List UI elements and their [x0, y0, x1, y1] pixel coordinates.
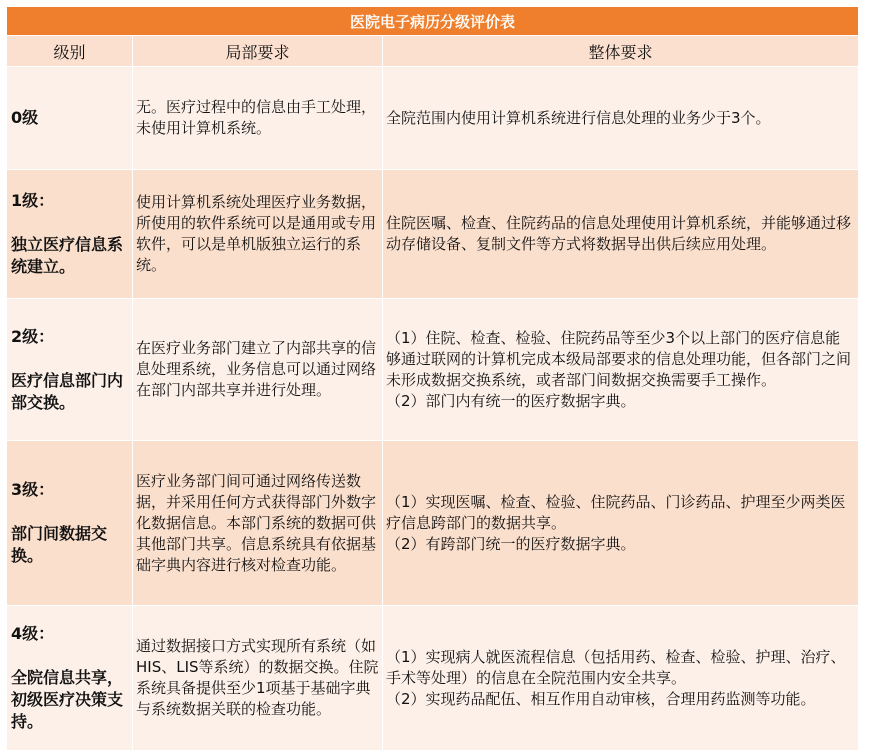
table-row	[7, 299, 859, 441]
overall-requirement	[383, 67, 859, 170]
overall-requirement	[383, 299, 859, 441]
level-label: 0级	[11, 108, 39, 127]
header-level: 级别	[7, 36, 133, 67]
level-cell	[7, 67, 133, 170]
table-row	[7, 441, 859, 606]
overall-requirement	[383, 606, 859, 751]
overall-requirement	[383, 170, 859, 299]
overall-line: （2）实现药品配伍、相互作用自动审核，合理用药监测等功能。	[386, 689, 816, 708]
table-row	[7, 170, 859, 299]
local-requirement: 通过数据接口方式实现所有系统（如HIS、LIS等系统）的数据交换。住院系统具备提供至少1项基于基础字典与系统数据关联的检查功能。	[133, 606, 383, 751]
level-cell	[7, 299, 133, 441]
overall-line: （2）有跨部门统一的医疗数据字典。	[386, 534, 636, 553]
local-requirement: 无。医疗过程中的信息由手工处理，未使用计算机系统。	[133, 67, 383, 170]
header-overall: 整体要求	[383, 36, 859, 67]
overall-line: （1）住院、检查、检验、住院药品等至少3个以上部门的医疗信息能够通过联网的计算机完成本级局部要求的信息处理功能，但各部门之间未形成数据交换系统，或者部门间数据交换需要手工操作。	[386, 328, 852, 389]
level-description: 医疗信息部门内部交换。	[11, 370, 124, 412]
overall-line: 住院医嘱、检查、住院药品的信息处理使用计算机系统，并能够通过移动存储设备、复制文件等方式将数据导出供后续应用处理。	[386, 214, 852, 253]
local-requirement: 医疗业务部门间可通过网络传送数据，并采用任何方式获得部门外数字化数据信息。本部门系统的数据可供其他部门共享。信息系统具有依据基础字典内容进行核对检查功能。	[133, 441, 383, 606]
level-label: 3级：	[11, 480, 55, 499]
overall-line: （2）部门内有统一的医疗数据字典。	[386, 391, 636, 410]
header-row	[7, 36, 859, 67]
overall-requirement	[383, 441, 859, 606]
level-description: 部门间数据交换。	[11, 524, 108, 565]
level-label: 4级：	[11, 624, 55, 643]
level-cell	[7, 606, 133, 751]
title-row	[7, 7, 859, 36]
evaluation-table-container	[6, 6, 858, 751]
level-description: 独立医疗信息系统建立。	[11, 235, 124, 276]
table-title: 医院电子病历分级评价表	[7, 7, 859, 36]
header-local: 局部要求	[133, 36, 383, 67]
level-label: 2级：	[11, 326, 55, 346]
table-row	[7, 606, 859, 751]
level-label: 1级：	[11, 191, 55, 210]
overall-line: （1）实现病人就医流程信息（包括用药、检查、检验、护理、治疗、手术等处理）的信息在全院范围内安全共享。	[386, 647, 846, 687]
local-requirement: 使用计算机系统处理医疗业务数据，所使用的软件系统可以是通用或专用软件，可以是单机版独立运行的系统。	[133, 170, 383, 299]
local-requirement: 在医疗业务部门建立了内部共享的信息处理系统，业务信息可以通过网络在部门内部共享并进行处理。	[133, 299, 383, 441]
level-description: 全院信息共享，初级医疗决策支持。	[11, 668, 124, 731]
overall-line: （1）实现医嘱、检查、检验、住院药品、门诊药品、护理至少两类医疗信息跨部门的数据共享。	[386, 492, 846, 532]
level-cell	[7, 441, 133, 606]
level-cell	[7, 170, 133, 299]
table-row	[7, 67, 859, 170]
overall-line: 全院范围内使用计算机系统进行信息处理的业务少于3个。	[386, 108, 771, 127]
emr-grading-table	[6, 6, 859, 751]
